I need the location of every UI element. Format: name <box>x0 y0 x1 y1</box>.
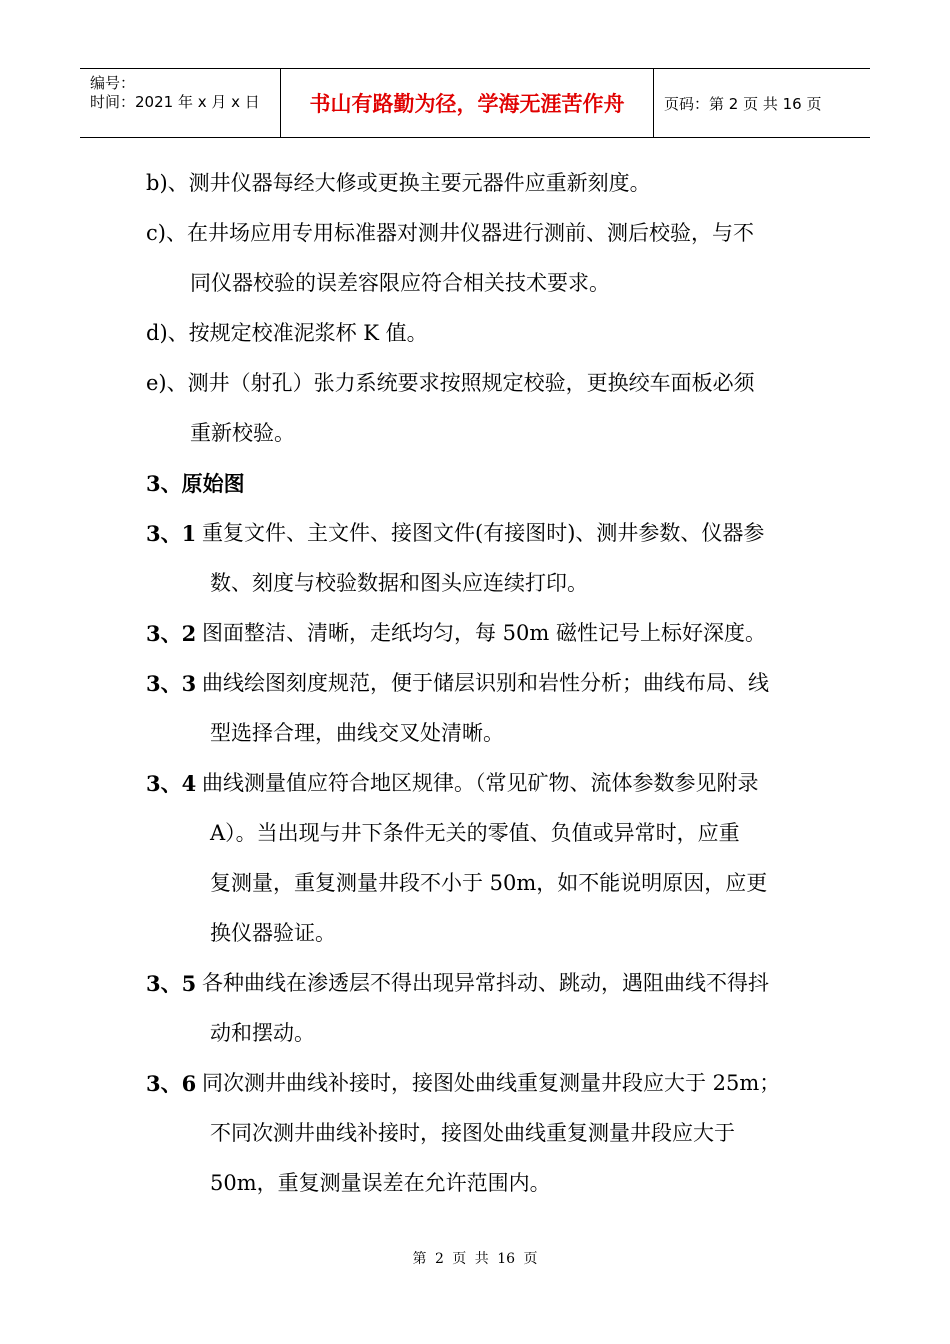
clause-3-3-line2: 型选择合理，曲线交叉处清晰。 <box>210 721 504 745</box>
clause-3-4-line1: 曲线测量值应符合地区规律。（常见矿物、流体参数参见附录 <box>202 771 759 795</box>
clause-3-6-line1: 同次测井曲线补接时，接图处曲线重复测量井段应大于 25m； <box>202 1071 781 1095</box>
clause-3-1-number: 3、1 <box>146 521 197 546</box>
document-date-label: 时间：2021 年 x 月 x 日 <box>90 93 260 111</box>
clause-3-3-line1: 曲线绘图刻度规范，便于储层识别和岩性分析；曲线布局、线 <box>202 671 769 695</box>
header-meta <box>80 69 281 137</box>
item-d: d)、按规定校准泥浆杯 K 值。 <box>146 321 428 345</box>
page-footer: 第 2 页 共 16 页 <box>412 1251 538 1267</box>
clause-3-6-line3: 50m，重复测量误差在允许范围内。 <box>210 1171 551 1195</box>
clause-3-5-line1: 各种曲线在渗透层不得出现异常抖动、跳动，遇阻曲线不得抖 <box>202 971 769 995</box>
item-e-line2: 重新校验。 <box>190 421 295 445</box>
clause-3-2-number: 3、2 <box>146 621 197 646</box>
clause-3-1-line2: 数、刻度与校验数据和图头应连续打印。 <box>210 571 588 595</box>
clause-3-5-number: 3、5 <box>146 971 197 996</box>
item-c-line2: 同仪器校验的误差容限应符合相关技术要求。 <box>190 271 610 295</box>
clause-3-4-line4: 换仪器验证。 <box>210 921 336 945</box>
document-number-label: 编号： <box>90 74 136 92</box>
item-c-line1: c)、在井场应用专用标准器对测井仪器进行测前、测后校验，与不 <box>146 221 754 245</box>
clause-3-4-line2: A）。当出现与井下条件无关的零值、负值或异常时，应重 <box>210 821 740 845</box>
item-e-line1: e)、测井（射孔）张力系统要求按照规定校验，更换绞车面板必须 <box>146 371 755 395</box>
clause-3-1-line1: 重复文件、主文件、接图文件(有接图时)、测井参数、仪器参 <box>202 521 765 545</box>
section-3-title: 3、原始图 <box>146 471 245 496</box>
clause-3-4-line3: 复测量，重复测量井段不小于 50m，如不能说明原因，应更 <box>210 871 768 895</box>
clause-3-5-line2: 动和摆动。 <box>210 1021 315 1045</box>
page-header <box>80 68 870 138</box>
clause-3-3-number: 3、3 <box>146 671 197 696</box>
clause-3-6-number: 3、6 <box>146 1071 197 1096</box>
clause-3-2-line1: 图面整洁、清晰，走纸均匀，每 50m 磁性记号上标好深度。 <box>202 621 766 645</box>
item-b: b)、测井仪器每经大修或更换主要元器件应重新刻度。 <box>146 171 651 195</box>
clause-3-4-number: 3、4 <box>146 771 197 796</box>
clause-3-6-line2: 不同次测井曲线补接时，接图处曲线重复测量井段应大于 <box>210 1121 735 1145</box>
header-slogan: 书山有路勤为径，学海无涯苦作舟 <box>281 69 654 137</box>
header-page-info: 页码：第 2 页 共 16 页 <box>664 94 822 113</box>
